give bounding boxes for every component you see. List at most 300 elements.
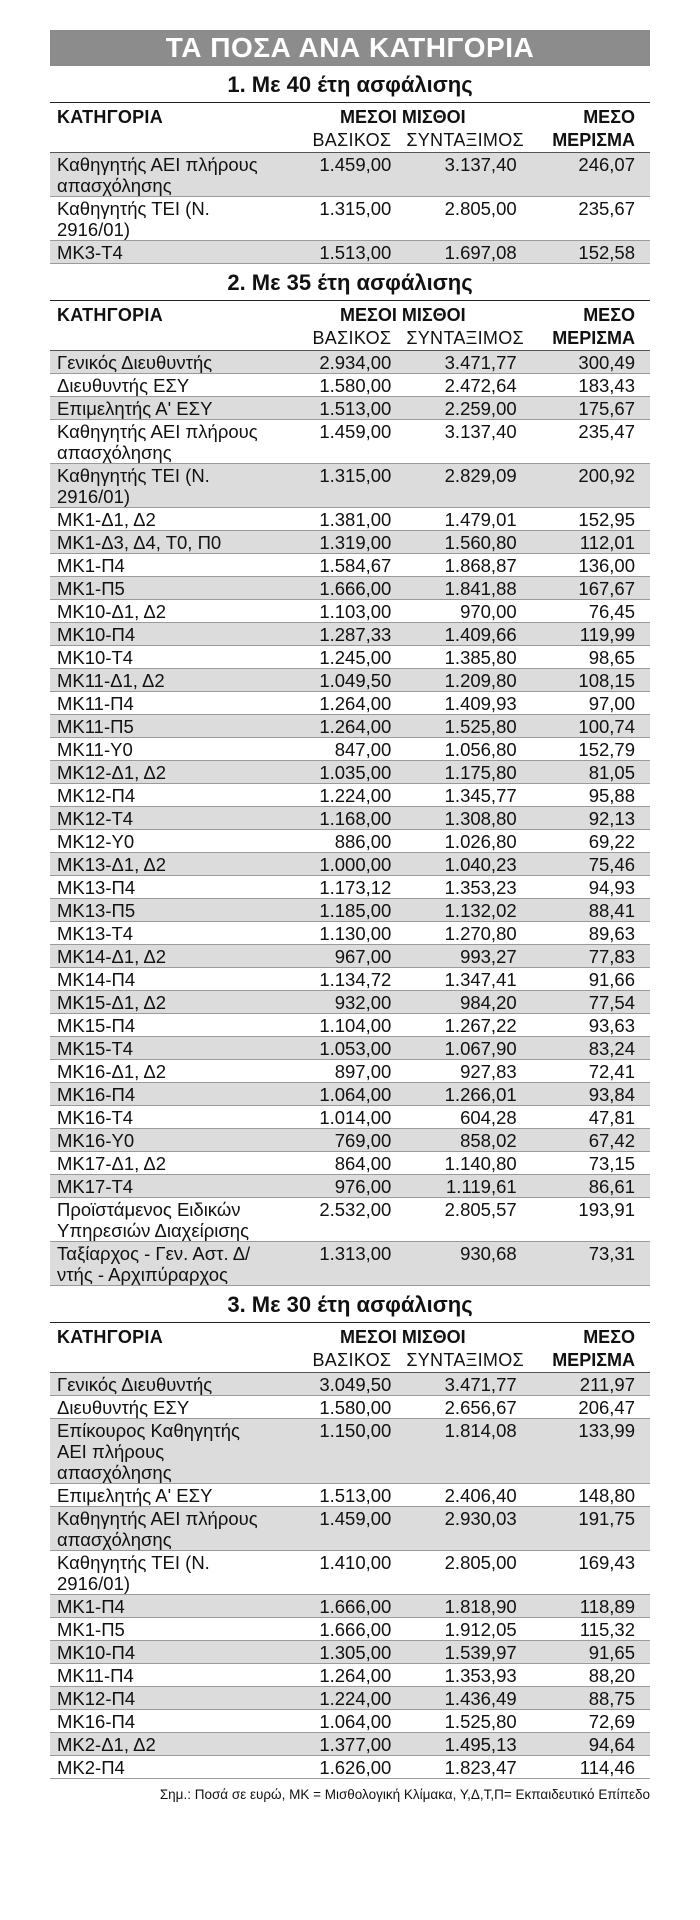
basic-salary-cell: 1.264,00: [274, 1664, 399, 1687]
table-row: [50, 715, 650, 738]
category-cell: ΜΚ2-Δ1, Δ2: [50, 1733, 274, 1756]
pensionable-salary-cell: 927,83: [399, 1060, 524, 1083]
dividend-cell: 73,31: [525, 1242, 650, 1286]
dividend-cell: 206,47: [525, 1396, 650, 1419]
pensionable-salary-cell: 1.436,49: [399, 1687, 524, 1710]
basic-salary-cell: 1.513,00: [274, 241, 399, 264]
dividend-cell: 83,24: [525, 1037, 650, 1060]
category-cell: Καθηγητής ΤΕΙ (Ν. 2916/01): [50, 197, 274, 241]
category-cell: Γενικός Διευθυντής: [50, 351, 274, 374]
basic-salary-cell: 2.934,00: [274, 351, 399, 374]
basic-salary-cell: 1.410,00: [274, 1551, 399, 1595]
category-cell: ΜΚ10-Π4: [50, 623, 274, 646]
dividend-cell: 89,63: [525, 922, 650, 945]
category-cell: Καθηγητής ΑΕΙ πλήρους απασχόλησης: [50, 153, 274, 197]
basic-salary-cell: 1.459,00: [274, 1507, 399, 1551]
dividend-cell: 88,41: [525, 899, 650, 922]
pensionable-salary-cell: 1.353,23: [399, 876, 524, 899]
dividend-cell: 94,93: [525, 876, 650, 899]
section-title: 2. Με 35 έτη ασφάλισης: [227, 270, 473, 295]
header-avg: ΜΕΣΟ: [525, 1323, 650, 1350]
table-row: [50, 1060, 650, 1083]
dividend-cell: 67,42: [525, 1129, 650, 1152]
table-row: [50, 197, 650, 241]
table-row: [50, 1641, 650, 1664]
dividend-cell: 115,32: [525, 1618, 650, 1641]
basic-salary-cell: 1.000,00: [274, 853, 399, 876]
table-row: [50, 1037, 650, 1060]
table-row: [50, 1242, 650, 1286]
subheader-row: [50, 327, 650, 351]
basic-salary-cell: 1.245,00: [274, 646, 399, 669]
pensionable-salary-cell: 2.805,00: [399, 1551, 524, 1595]
pensionable-salary-cell: 930,68: [399, 1242, 524, 1286]
table-row: [50, 241, 650, 264]
category-cell: ΜΚ13-Τ4: [50, 922, 274, 945]
main-title: ΤΑ ΠΟΣΑ ΑΝΑ ΚΑΤΗΓΟΡΙΑ: [50, 30, 650, 66]
dividend-cell: 119,99: [525, 623, 650, 646]
basic-salary-cell: 1.134,72: [274, 968, 399, 991]
dividend-cell: 47,81: [525, 1106, 650, 1129]
dividend-cell: 246,07: [525, 153, 650, 197]
table-row: [50, 508, 650, 531]
dividend-cell: 88,20: [525, 1664, 650, 1687]
pensionable-salary-cell: 1.814,08: [399, 1419, 524, 1484]
pensionable-salary-cell: 2.805,57: [399, 1198, 524, 1242]
table-row: [50, 646, 650, 669]
table-row: [50, 738, 650, 761]
category-cell: Επιμελητής Α' ΕΣΥ: [50, 397, 274, 420]
subheader-empty: [50, 129, 274, 153]
subheader-empty: [50, 327, 274, 351]
header-avg: ΜΕΣΟ: [525, 103, 650, 130]
dividend-cell: 108,15: [525, 669, 650, 692]
table-row: [50, 1618, 650, 1641]
pensionable-salary-cell: 2.805,00: [399, 197, 524, 241]
header-dividend: ΜΕΡΙΣΜΑ: [525, 1349, 650, 1373]
pensionable-salary-cell: 1.525,80: [399, 1710, 524, 1733]
category-cell: ΜΚ14-Δ1, Δ2: [50, 945, 274, 968]
table-row: [50, 464, 650, 508]
category-cell: ΜΚ15-Π4: [50, 1014, 274, 1037]
pensionable-salary-cell: 1.132,02: [399, 899, 524, 922]
pensionable-salary-cell: 1.308,80: [399, 807, 524, 830]
pensionable-salary-cell: 3.137,40: [399, 153, 524, 197]
table-row: [50, 1175, 650, 1198]
table-row: [50, 531, 650, 554]
category-cell: Καθηγητής ΤΕΙ (Ν. 2916/01): [50, 1551, 274, 1595]
category-cell: ΜΚ16-Δ1, Δ2: [50, 1060, 274, 1083]
pensionable-salary-cell: 604,28: [399, 1106, 524, 1129]
table-row: [50, 1083, 650, 1106]
table-row: [50, 1687, 650, 1710]
basic-salary-cell: 1.130,00: [274, 922, 399, 945]
table-row: [50, 1756, 650, 1779]
dividend-cell: 94,64: [525, 1733, 650, 1756]
basic-salary-cell: 1.150,00: [274, 1419, 399, 1484]
pensionable-salary-cell: 1.385,80: [399, 646, 524, 669]
category-cell: Καθηγητής ΑΕΙ πλήρους απασχόλησης: [50, 1507, 274, 1551]
pensionable-salary-cell: 1.266,01: [399, 1083, 524, 1106]
dividend-cell: 191,75: [525, 1507, 650, 1551]
dividend-cell: 152,58: [525, 241, 650, 264]
basic-salary-cell: 2.532,00: [274, 1198, 399, 1242]
section-table: [50, 1322, 650, 1779]
basic-salary-cell: 1.305,00: [274, 1641, 399, 1664]
pensionable-salary-cell: 1.697,08: [399, 241, 524, 264]
table-row: [50, 554, 650, 577]
category-cell: ΜΚ11-Π5: [50, 715, 274, 738]
table-row: [50, 351, 650, 374]
dividend-cell: 112,01: [525, 531, 650, 554]
table-row: [50, 830, 650, 853]
pensionable-salary-cell: 2.930,03: [399, 1507, 524, 1551]
basic-salary-cell: 1.264,00: [274, 715, 399, 738]
pensionable-salary-cell: 970,00: [399, 600, 524, 623]
basic-salary-cell: 1.185,00: [274, 899, 399, 922]
dividend-cell: 300,49: [525, 351, 650, 374]
basic-salary-cell: 1.064,00: [274, 1083, 399, 1106]
pensionable-salary-cell: 1.818,90: [399, 1595, 524, 1618]
table-row: [50, 1373, 650, 1396]
pensionable-salary-cell: 1.912,05: [399, 1618, 524, 1641]
table-row: [50, 1129, 650, 1152]
category-cell: ΜΚ16-Π4: [50, 1710, 274, 1733]
basic-salary-cell: 967,00: [274, 945, 399, 968]
table-row: [50, 1551, 650, 1595]
category-cell: ΜΚ13-Π5: [50, 899, 274, 922]
category-cell: ΜΚ1-Π4: [50, 1595, 274, 1618]
pensionable-salary-cell: 1.353,93: [399, 1664, 524, 1687]
table-row: [50, 1106, 650, 1129]
dividend-cell: 152,95: [525, 508, 650, 531]
section-title: 3. Με 30 έτη ασφάλισης: [227, 1292, 473, 1317]
dividend-cell: 114,46: [525, 1756, 650, 1779]
basic-salary-cell: 1.315,00: [274, 464, 399, 508]
dividend-cell: 95,88: [525, 784, 650, 807]
category-cell: ΜΚ2-Π4: [50, 1756, 274, 1779]
table-row: [50, 577, 650, 600]
header-row: [50, 1323, 650, 1350]
basic-salary-cell: 1.584,67: [274, 554, 399, 577]
table-row: [50, 784, 650, 807]
category-cell: ΜΚ1-Δ3, Δ4, Τ0, Π0: [50, 531, 274, 554]
pensionable-salary-cell: 993,27: [399, 945, 524, 968]
footnote: Σημ.: Ποσά σε ευρώ, ΜΚ = Μισθολογική Κλίμακα, Υ,Δ,Τ,Π= Εκπαιδευτικό Επίπεδο: [159, 1787, 650, 1802]
basic-salary-cell: 1.224,00: [274, 1687, 399, 1710]
dividend-cell: 92,13: [525, 807, 650, 830]
dividend-cell: 97,00: [525, 692, 650, 715]
category-cell: Προϊστάμενος Ειδικών Υπηρεσιών Διαχείρισης: [50, 1198, 274, 1242]
category-cell: ΜΚ12-Δ1, Δ2: [50, 761, 274, 784]
category-cell: ΜΚ10-Δ1, Δ2: [50, 600, 274, 623]
category-cell: ΜΚ3-Τ4: [50, 241, 274, 264]
table-row: [50, 991, 650, 1014]
basic-salary-cell: 3.049,50: [274, 1373, 399, 1396]
dividend-cell: 72,41: [525, 1060, 650, 1083]
basic-salary-cell: 1.014,00: [274, 1106, 399, 1129]
category-cell: ΜΚ15-Δ1, Δ2: [50, 991, 274, 1014]
category-cell: ΜΚ11-Δ1, Δ2: [50, 669, 274, 692]
section-table: [50, 300, 650, 1286]
dividend-cell: 133,99: [525, 1419, 650, 1484]
category-cell: ΜΚ1-Π5: [50, 577, 274, 600]
header-pensionable: ΣΥΝΤΑΞΙΜΟΣ: [399, 1349, 524, 1373]
category-cell: ΜΚ1-Π5: [50, 1618, 274, 1641]
category-cell: ΜΚ11-Π4: [50, 1664, 274, 1687]
pensionable-salary-cell: 2.472,64: [399, 374, 524, 397]
dividend-cell: 72,69: [525, 1710, 650, 1733]
section-title: 1. Με 40 έτη ασφάλισης: [227, 72, 473, 97]
header-category: ΚΑΤΗΓΟΡΙΑ: [50, 103, 274, 130]
header-basic: ΒΑΣΙΚΟΣ: [274, 327, 399, 351]
category-cell: ΜΚ12-Π4: [50, 1687, 274, 1710]
category-cell: ΜΚ10-Τ4: [50, 646, 274, 669]
dividend-cell: 167,67: [525, 577, 650, 600]
header-row: [50, 103, 650, 130]
basic-salary-cell: 897,00: [274, 1060, 399, 1083]
pensionable-salary-cell: 3.471,77: [399, 351, 524, 374]
dividend-cell: 75,46: [525, 853, 650, 876]
category-cell: ΜΚ15-Τ4: [50, 1037, 274, 1060]
pensionable-salary-cell: 2.259,00: [399, 397, 524, 420]
pensionable-salary-cell: 1.140,80: [399, 1152, 524, 1175]
table-row: [50, 420, 650, 464]
table-row: [50, 623, 650, 646]
dividend-cell: 148,80: [525, 1484, 650, 1507]
pensionable-salary-cell: 1.267,22: [399, 1014, 524, 1037]
basic-salary-cell: 1.459,00: [274, 153, 399, 197]
basic-salary-cell: 1.173,12: [274, 876, 399, 899]
basic-salary-cell: 1.513,00: [274, 397, 399, 420]
table-row: [50, 807, 650, 830]
header-avg: ΜΕΣΟ: [525, 301, 650, 328]
dividend-cell: 93,84: [525, 1083, 650, 1106]
table-row: [50, 397, 650, 420]
category-cell: ΜΚ11-Υ0: [50, 738, 274, 761]
dividend-cell: 118,89: [525, 1595, 650, 1618]
header-category: ΚΑΤΗΓΟΡΙΑ: [50, 301, 274, 328]
category-cell: Επιμελητής Α' ΕΣΥ: [50, 1484, 274, 1507]
basic-salary-cell: 1.053,00: [274, 1037, 399, 1060]
category-cell: ΜΚ13-Δ1, Δ2: [50, 853, 274, 876]
header-basic: ΒΑΣΙΚΟΣ: [274, 1349, 399, 1373]
table-row: [50, 1595, 650, 1618]
category-cell: ΜΚ12-Υ0: [50, 830, 274, 853]
basic-salary-cell: 1.459,00: [274, 420, 399, 464]
basic-salary-cell: 1.264,00: [274, 692, 399, 715]
category-cell: Καθηγητής ΤΕΙ (Ν. 2916/01): [50, 464, 274, 508]
basic-salary-cell: 1.104,00: [274, 1014, 399, 1037]
pensionable-salary-cell: 858,02: [399, 1129, 524, 1152]
pensionable-salary-cell: 1.067,90: [399, 1037, 524, 1060]
basic-salary-cell: 1.315,00: [274, 197, 399, 241]
category-cell: ΜΚ16-Υ0: [50, 1129, 274, 1152]
basic-salary-cell: 976,00: [274, 1175, 399, 1198]
pensionable-salary-cell: 1.409,93: [399, 692, 524, 715]
subheader-row: [50, 1349, 650, 1373]
table-row: [50, 1396, 650, 1419]
table-row: [50, 669, 650, 692]
dividend-cell: 93,63: [525, 1014, 650, 1037]
dividend-cell: 169,43: [525, 1551, 650, 1595]
table-row: [50, 761, 650, 784]
pensionable-salary-cell: 1.479,01: [399, 508, 524, 531]
basic-salary-cell: 1.319,00: [274, 531, 399, 554]
table-row: [50, 922, 650, 945]
pensionable-salary-cell: 1.409,66: [399, 623, 524, 646]
category-cell: ΜΚ12-Π4: [50, 784, 274, 807]
dividend-cell: 69,22: [525, 830, 650, 853]
category-cell: Γενικός Διευθυντής: [50, 1373, 274, 1396]
pensionable-salary-cell: 984,20: [399, 991, 524, 1014]
basic-salary-cell: 864,00: [274, 1152, 399, 1175]
dividend-cell: 76,45: [525, 600, 650, 623]
pensionable-salary-cell: 1.345,77: [399, 784, 524, 807]
pensionable-salary-cell: 1.539,97: [399, 1641, 524, 1664]
table-row: [50, 600, 650, 623]
table-row: [50, 374, 650, 397]
header-category: ΚΑΤΗΓΟΡΙΑ: [50, 1323, 274, 1350]
table-row: [50, 876, 650, 899]
table-row: [50, 153, 650, 197]
pensionable-salary-cell: 2.656,67: [399, 1396, 524, 1419]
header-dividend: ΜΕΡΙΣΜΑ: [525, 129, 650, 153]
pensionable-salary-cell: 1.209,80: [399, 669, 524, 692]
pensionable-salary-cell: 3.137,40: [399, 420, 524, 464]
sections-container: [50, 68, 650, 1779]
category-cell: ΜΚ12-Τ4: [50, 807, 274, 830]
dividend-cell: 81,05: [525, 761, 650, 784]
dividend-cell: 91,65: [525, 1641, 650, 1664]
category-cell: Επίκουρος Καθηγητής ΑΕΙ πλήρους απασχόλησης: [50, 1419, 274, 1484]
category-cell: Διευθυντής ΕΣΥ: [50, 374, 274, 397]
dividend-cell: 77,54: [525, 991, 650, 1014]
header-avg-salaries: ΜΕΣΟΙ ΜΙΣΘΟΙ: [274, 1323, 525, 1350]
basic-salary-cell: 886,00: [274, 830, 399, 853]
section-table: [50, 102, 650, 264]
dividend-cell: 193,91: [525, 1198, 650, 1242]
table-row: [50, 1484, 650, 1507]
dividend-cell: 175,67: [525, 397, 650, 420]
dividend-cell: 235,67: [525, 197, 650, 241]
basic-salary-cell: 1.666,00: [274, 1595, 399, 1618]
table-row: [50, 1507, 650, 1551]
pensionable-salary-cell: 1.841,88: [399, 577, 524, 600]
pensionable-salary-cell: 1.560,80: [399, 531, 524, 554]
basic-salary-cell: 1.064,00: [274, 1710, 399, 1733]
dividend-cell: 211,97: [525, 1373, 650, 1396]
category-cell: Καθηγητής ΑΕΙ πλήρους απασχόλησης: [50, 420, 274, 464]
dividend-cell: 136,00: [525, 554, 650, 577]
basic-salary-cell: 1.580,00: [274, 1396, 399, 1419]
table-row: [50, 1419, 650, 1484]
dividend-cell: 183,43: [525, 374, 650, 397]
pensionable-salary-cell: 1.026,80: [399, 830, 524, 853]
category-cell: ΜΚ1-Π4: [50, 554, 274, 577]
basic-salary-cell: 1.666,00: [274, 577, 399, 600]
dividend-cell: 88,75: [525, 1687, 650, 1710]
table-row: [50, 1710, 650, 1733]
dividend-cell: 86,61: [525, 1175, 650, 1198]
pensionable-salary-cell: 2.406,40: [399, 1484, 524, 1507]
pensionable-salary-cell: 3.471,77: [399, 1373, 524, 1396]
basic-salary-cell: 1.049,50: [274, 669, 399, 692]
pensionable-salary-cell: 1.056,80: [399, 738, 524, 761]
basic-salary-cell: 769,00: [274, 1129, 399, 1152]
pensionable-salary-cell: 1.175,80: [399, 761, 524, 784]
table-row: [50, 692, 650, 715]
pensionable-salary-cell: 1.040,23: [399, 853, 524, 876]
category-cell: ΜΚ13-Π4: [50, 876, 274, 899]
basic-salary-cell: 1.626,00: [274, 1756, 399, 1779]
pensionable-salary-cell: 1.823,47: [399, 1756, 524, 1779]
dividend-cell: 73,15: [525, 1152, 650, 1175]
pensionable-salary-cell: 1.347,41: [399, 968, 524, 991]
category-cell: Διευθυντής ΕΣΥ: [50, 1396, 274, 1419]
header-dividend: ΜΕΡΙΣΜΑ: [525, 327, 650, 351]
table-row: [50, 1198, 650, 1242]
dividend-cell: 152,79: [525, 738, 650, 761]
table-row: [50, 1733, 650, 1756]
table-row: [50, 1152, 650, 1175]
pensionable-salary-cell: 1.525,80: [399, 715, 524, 738]
basic-salary-cell: 1.035,00: [274, 761, 399, 784]
dividend-cell: 91,66: [525, 968, 650, 991]
basic-salary-cell: 1.381,00: [274, 508, 399, 531]
category-cell: ΜΚ10-Π4: [50, 1641, 274, 1664]
category-cell: ΜΚ17-Τ4: [50, 1175, 274, 1198]
header-basic: ΒΑΣΙΚΟΣ: [274, 129, 399, 153]
header-row: [50, 301, 650, 328]
basic-salary-cell: 1.513,00: [274, 1484, 399, 1507]
pensionable-salary-cell: 1.868,87: [399, 554, 524, 577]
table-row: [50, 899, 650, 922]
dividend-cell: 235,47: [525, 420, 650, 464]
basic-salary-cell: 1.580,00: [274, 374, 399, 397]
basic-salary-cell: 1.666,00: [274, 1618, 399, 1641]
basic-salary-cell: 1.168,00: [274, 807, 399, 830]
pensionable-salary-cell: 1.119,61: [399, 1175, 524, 1198]
subheader-empty: [50, 1349, 274, 1373]
basic-salary-cell: 1.224,00: [274, 784, 399, 807]
dividend-cell: 98,65: [525, 646, 650, 669]
dividend-cell: 77,83: [525, 945, 650, 968]
category-cell: ΜΚ14-Π4: [50, 968, 274, 991]
category-cell: ΜΚ16-Τ4: [50, 1106, 274, 1129]
header-avg-salaries: ΜΕΣΟΙ ΜΙΣΘΟΙ: [274, 103, 525, 130]
category-cell: ΜΚ1-Δ1, Δ2: [50, 508, 274, 531]
dividend-cell: 100,74: [525, 715, 650, 738]
basic-salary-cell: 1.103,00: [274, 600, 399, 623]
pensionable-salary-cell: 1.270,80: [399, 922, 524, 945]
table-row: [50, 1664, 650, 1687]
category-cell: Ταξίαρχος - Γεν. Αστ. Δ/ντής - Αρχιπύραρχος: [50, 1242, 274, 1286]
category-cell: ΜΚ17-Δ1, Δ2: [50, 1152, 274, 1175]
table-row: [50, 968, 650, 991]
header-pensionable: ΣΥΝΤΑΞΙΜΟΣ: [399, 129, 524, 153]
category-cell: ΜΚ11-Π4: [50, 692, 274, 715]
table-row: [50, 945, 650, 968]
pensionable-salary-cell: 1.495,13: [399, 1733, 524, 1756]
basic-salary-cell: 1.377,00: [274, 1733, 399, 1756]
category-cell: ΜΚ16-Π4: [50, 1083, 274, 1106]
table-row: [50, 853, 650, 876]
table-row: [50, 1014, 650, 1037]
basic-salary-cell: 847,00: [274, 738, 399, 761]
basic-salary-cell: 1.287,33: [274, 623, 399, 646]
basic-salary-cell: 1.313,00: [274, 1242, 399, 1286]
